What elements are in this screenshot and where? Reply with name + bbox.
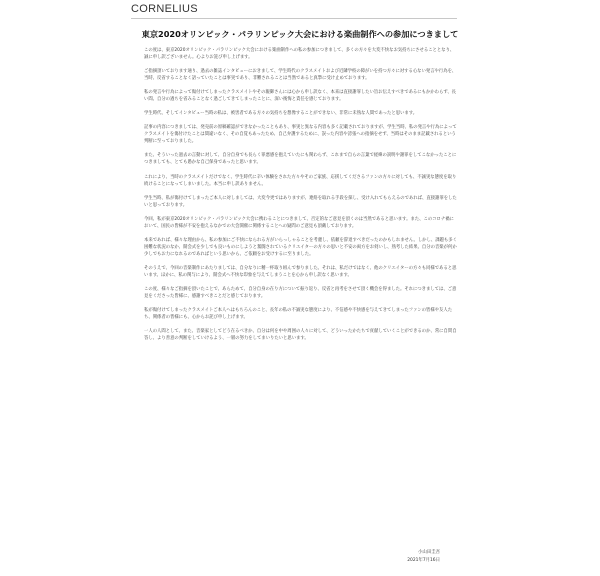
paragraph: 本来であれば、様々な理由から、私の参加にご不快になられる方がいらっしゃることを考慮し、依頼を辞退すべきだったのかもしれません。しかし、課題も多く困難な状況のなか、開会式を少しでも良いものにしようと奮闘されているクリエイターの方々の思いと不安の両方をお伺いし、熟考した結果、自分の音楽が何か少しでもお力になれるのであればという思いから、ご依頼をお受けするに至りました。 xyxy=(144,237,457,257)
page-title: 東京2020オリンピック・パラリンピック大会における楽曲制作への参加につきまして xyxy=(141,29,459,39)
paragraph: 記事の内容につきましては、発売前の原稿確認ができなかったこともあり、事実と異なる内容も多く記載されておりますが、学生当時、私の発言や行為によってクラスメイトを傷付けたことは間違いなく、その自覚もあったため、自己弁護するために、誤った内容や誇張への指摘をせず、当時はそのまま記載されるという判断に至っておりました。 xyxy=(144,125,457,145)
statement-body xyxy=(144,47,457,349)
paragraph: 私の発言や行為によって傷付けてしまったクラスメイトやその親御さんには心から申し訳なく、本来は直接謝罪したい旨お伝えすべきであるにもかかわらず、長い間、自分の過ちを省みることなく過ごしてきてしまったことに、深い後悔と責任を感じております。 xyxy=(144,90,457,103)
signature-date: 2021年7月16日 xyxy=(407,557,440,563)
paragraph: これにより、当時のクラスメイトだけでなく、学生時代に辛い体験をされた方々やそのご家族、応援してくださるファンの方々に対しても、不誠実な態度を取り続けることになってしまいました。本当に申し訳ありません。 xyxy=(144,174,457,187)
paragraph: ご指摘頂いております通り、過去の雑誌インタビューにおきまして、学生時代のクラスメイトおよび近隣学校の障がいを持つ方々に対する心ない発言や行為を、当時、反省することなく語っていたことは事実であり、非難されることは当然であると真摯に受け止めております。 xyxy=(144,69,457,82)
paragraph: 今回、私が東京2020オリンピック・パラリンピック大会に携わることにつきまして、否定的なご意見を頂くのは当然であると思います。また、このコロナ禍において、国民の皆様が不安を抱えるなかでの大会開催に関係することへの疑問のご意見も頂戴しております。 xyxy=(144,216,454,229)
paragraph: この度、様々なご指摘を頂いたことで、あらためて、自分自身の在り方について振り返り、反省と再考をさせて頂く機会を得ました。それにつきましては、ご意見をくださった皆様に、感謝すべきことだと感じております。 xyxy=(144,287,457,300)
paragraph: 学生時代、そしてインタビュー当時の私は、被害者である方々の気持ちを想像することができない、非常に未熟な人間であったと思います。 xyxy=(144,111,418,117)
brand-logo[interactable]: CORNELIUS xyxy=(131,3,198,15)
paragraph: そのうえで、今回の音楽制作にあたりましては、自分なりに精一杯取り組んで参りました。それは、私だけではなく、他のクリエイターの方々も同様であると思います。ほかに、私の関与により、開会式へ不快な印象を与えてしまうことを心から申し訳なく思います。 xyxy=(144,265,457,278)
signature-name: 小山田圭吾 xyxy=(418,550,440,555)
paragraph: この度は、東京2020オリンピック・パラリンピック大会における楽曲制作への私の参加につきまして、多くの方々を大変不快なお気持ちにさせることとなり、誠に申し訳ございません。心よりお詫び申し上げます。 xyxy=(144,48,455,60)
paragraph: 学生当時、私が傷付けてしまったご本人に対しましては、大変今更ではありますが、連絡を取れる手段を探し、受け入れてもらえるのであれば、直接謝罪をしたいと思っております。 xyxy=(144,195,457,208)
signature-block xyxy=(400,549,440,564)
paragraph: また、そういった過去の言動に対して、自分自身でも長らく罪悪感を抱えていたにも関わらず、これまで自らの言葉で経緯の説明や謝罪をしてこなかったことにつきましても、とても愚かな自己保身であったと思います。 xyxy=(144,153,457,166)
paragraph: 一人の人間として、また、音楽家としてどう在るべきか、自分は何を中や周囲の人々に対して、どういったかたちで貢献していくことができるのか、常に自問自答し、より善意の判断をしていけるよう、一層の努力をしてまいりたいと思います。 xyxy=(144,329,457,342)
paragraph: 私が傷付けてしまったクラスメイトご本人へはもちろんのこと、長年の私の不誠実な態度により、不信感や不快感を与えてきてしまったファンの皆様や友人たち、関係者の皆様にも、心からお詫び申し上げます。 xyxy=(144,308,453,321)
header-divider xyxy=(131,18,457,19)
